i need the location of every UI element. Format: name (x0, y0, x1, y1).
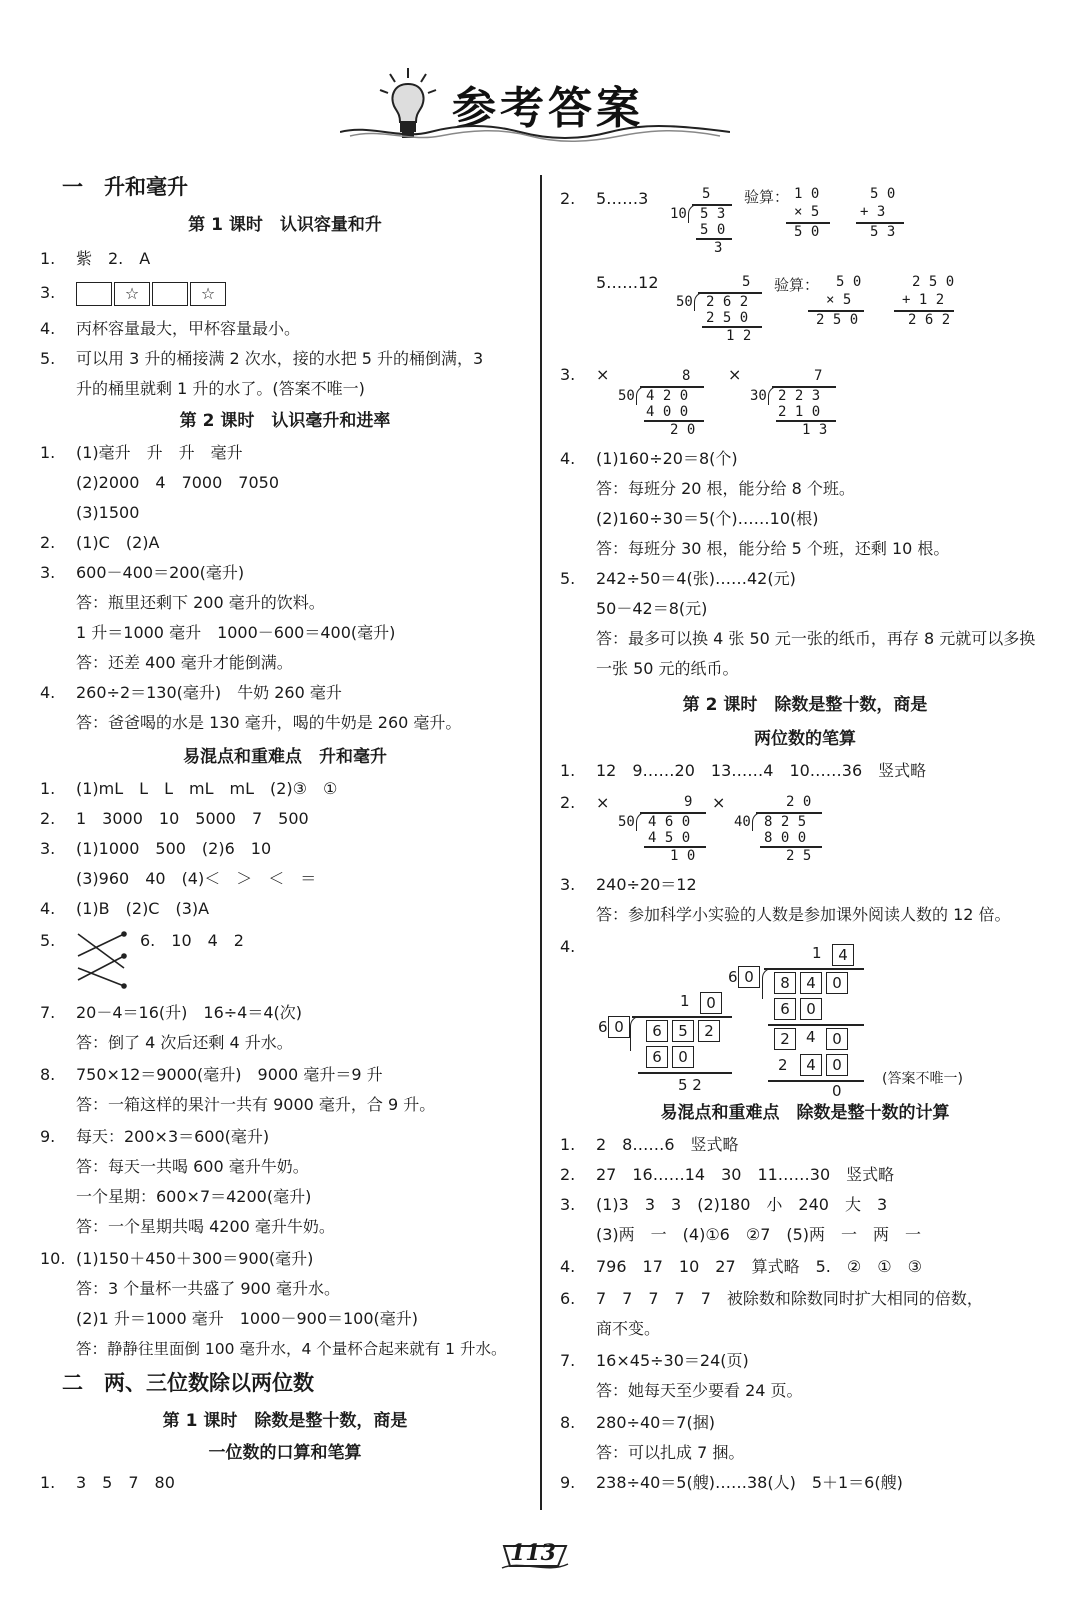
lesson-title: 一位数的口算和笔算 (208, 1443, 362, 1463)
empty-box (76, 282, 112, 306)
lesson-title: 易混点和重难点 升和毫升 (183, 747, 387, 767)
box-division-left: 1 0 6 0 6 5 2 6 0 5 2 (598, 992, 738, 1102)
title-underline (340, 120, 730, 144)
page-header (0, 58, 1074, 148)
matching-lines (74, 928, 130, 992)
box-division-right: 1 4 6 0 8 4 0 6 0 2 4 0 2 4 0 0 (728, 944, 868, 1094)
lesson-title: 第 1 课时 除数是整十数，商是 (162, 1411, 408, 1431)
lesson-title: 第 2 课时 认识毫升和进率 (179, 411, 391, 431)
empty-box (152, 282, 188, 306)
long-division: 5 50 2 6 2 2 5 0 1 2 验算： 5 0 × 5 2 5 0 2 5 0 + 1 2 2 6 2 (676, 274, 955, 344)
lesson-title: 第 2 课时 除数是整十数，商是 (682, 695, 928, 715)
star-box: ☆ (190, 282, 226, 306)
long-division: 8 50 4 2 0 4 0 0 2 0 (618, 368, 768, 436)
page-title: 参考答案 (452, 83, 644, 134)
star-box: ☆ (114, 282, 150, 306)
long-division: 7 30 2 2 3 2 1 0 1 3 (750, 368, 900, 436)
star-boxes (76, 280, 228, 306)
lesson-title: 第 1 课时 认识容量和升 (188, 215, 382, 235)
lesson-title: 两位数的笔算 (754, 729, 856, 749)
page-number: 113 (510, 1540, 556, 1566)
long-division: 9 50 4 6 0 4 5 0 1 0 (618, 794, 768, 864)
column-divider (540, 175, 542, 1510)
lesson-title: 易混点和重难点 除数是整十数的计算 (660, 1103, 950, 1123)
long-division: 2 0 40 8 2 5 8 0 0 2 5 (734, 794, 884, 864)
long-division: 5 10 5 3 5 0 3 验算： 1 0 × 5 5 0 5 0 + 3 5 3 (670, 186, 1030, 256)
